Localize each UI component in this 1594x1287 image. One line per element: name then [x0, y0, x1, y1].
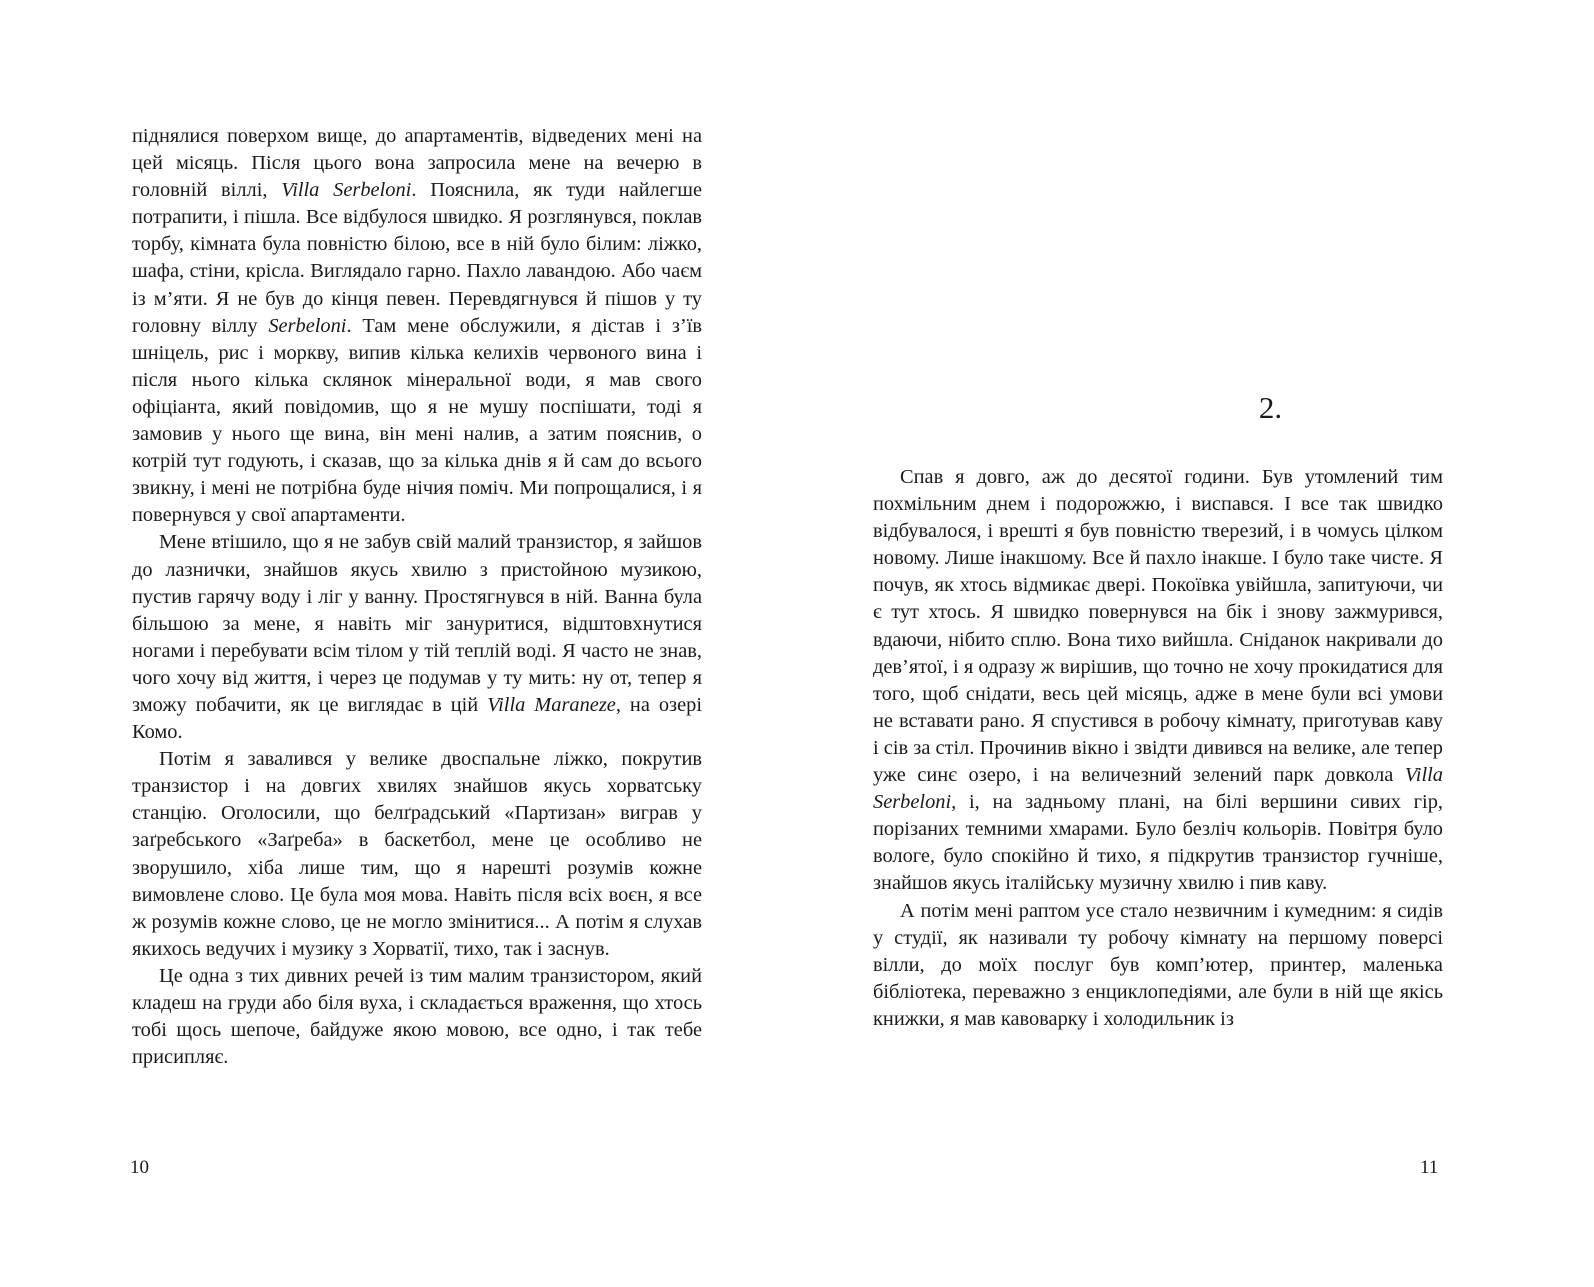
paragraph	[132, 123, 702, 529]
left-page-body-text	[132, 123, 702, 1071]
right-page	[797, 0, 1594, 1287]
text-run: Спав я довго, аж до десятої години. Був утомлений тим похмільним днем і подорожжю, і виспався. І все так швидко відбувалося, і врешті я був повністю тверезий, і в чомусь цілком новому. Лише інакшому. Все й пахло інакше. І було таке чисте. Я почув, як хтось відмикає двері. Покоївка увійшла, запитуючи, чи є тут хтось. Я швидко повернувся на бік і знову зажмурився, вдаючи, нібито сплю. Вона тихо вийшла. Сніданок накривали до дев’ятої, і я одразу ж вирішив, що точно не хочу прокидатися для того, щоб снідати, весь цей місяць, адже в мене були всі умови не вставати рано. Я спустився в робочу кімнату, приготував каву і сів за стіл. Прочинив вікно і звідти дивився на велике, але тепер уже синє озеро, і на величезний зелений парк довкола	[873, 466, 1443, 787]
text-run: Це одна з тих дивних речей із тим малим транзистором, який кладеш на груди або біля вуха, і складається враження, що хтось тобі щось шепоче, байдуже якою мовою, все одно, і так тебе присипляє.	[132, 964, 702, 1069]
italic-text-run: Villa Serbeloni,	[873, 764, 1443, 814]
paragraph	[132, 529, 702, 746]
left-page-number: 10	[130, 1157, 149, 1178]
right-page-body-text	[873, 464, 1443, 1033]
text-run: Потім я завалився у велике двоспальне ліжко, покрутив транзистор і на довгих хвилях знайшов якусь хорватську станцію. Оголосили, що белґрадський «Партизан» виграв у заґребського «Заґреба» в баскетбол, мене це особливо не зворушило, хіба лише тим, що я нарешті розумів кожне вимовлене слово. Це була моя мова. Навіть після всіх воєн, я все ж розумів кожне слово, це не могло змінитися... А потім я слухав якихось ведучих і музику з Хорватії, тихо, так і заснув.	[132, 748, 702, 960]
paragraph	[873, 898, 1443, 1033]
chapter-number: 2.	[1258, 390, 1283, 425]
italic-text-run: Villa Serbeloni	[281, 179, 412, 202]
text-run: , на озері Комо.	[132, 693, 703, 744]
paragraph	[132, 963, 702, 1071]
text-run: . Там мене обслужили, я дістав і з’їв шніцель, рис і моркву, випив кілька келихів червоного вина і після нього кілька склянок мінеральної води, я мав свого офіціанта, який повідомив, що я не мушу поспішати, тоді я замовив у нього ще вина, він мені налив, а затим пояснив, о котрій тут годують, і сказав, що за кілька днів я й сам до всього звикну, і мені не потрібна буде нічия поміч. Ми попрощалися, і я повернувся у свої апартаменти.	[132, 314, 702, 527]
text-run: А потім мені раптом усе стало незвичним і кумедним: я сидів у студії, як називали ту робочу кімнату на першому поверсі вілли, до моїх послуг був комп’ютер, принтер, маленька бібліотека, переважно з енциклопедіями, але були в ній ще якісь книжки, я мав кавоварку і холодильник із	[873, 899, 1443, 1030]
italic-text-run: Serbeloni	[268, 314, 347, 337]
italic-text-run: Villa Maraneze	[487, 693, 616, 716]
text-run: піднялися поверхом вище, до апартаментів, відведених мені на цей місяць. Після цього вона запросила мене на вечерю в головній віллі,	[132, 125, 702, 202]
right-page-number: 11	[1420, 1157, 1439, 1178]
paragraph	[873, 464, 1443, 898]
text-run: і, на задньому плані, на білі вершини сивих гір, порізаних темними хмарами. Було безліч кольорів. Повітря було вологе, було спокійно й тихо, я підкрутив транзистор гучніше, знайшов якусь італійську музичну хвилю і пив каву.	[873, 791, 1443, 895]
paragraph	[132, 746, 702, 963]
text-run: Мене втішило, що я не забув свій малий транзистор, я зайшов до лазнички, знайшов якусь хвилю з пристойною музикою, пустив гарячу воду і ліг у ванну. Простягнувся в ній. Ванна була більшою за мене, я навіть міг зануритися, відштовхнутися ногами і перебувати всім тілом у тій теплій воді. Я часто не знав, чого хочу від життя, і через це подумав у ту мить: ну от, тепер я зможу побачити, як це виглядає в цій	[132, 531, 702, 716]
text-run: . Пояснила, як туди найлегше потрапити, і пішла. Все відбулося швидко. Я розглянувся, поклав торбу, кімната була повністю білою, все в ній було білим: ліжко, шафа, стіни, крісла. Виглядало гарно. Пахло лавандою. Або чаєм із м’яти. Я не був до кінця певен. Перевдягнувся й пішов у ту головну віллу	[132, 179, 703, 337]
